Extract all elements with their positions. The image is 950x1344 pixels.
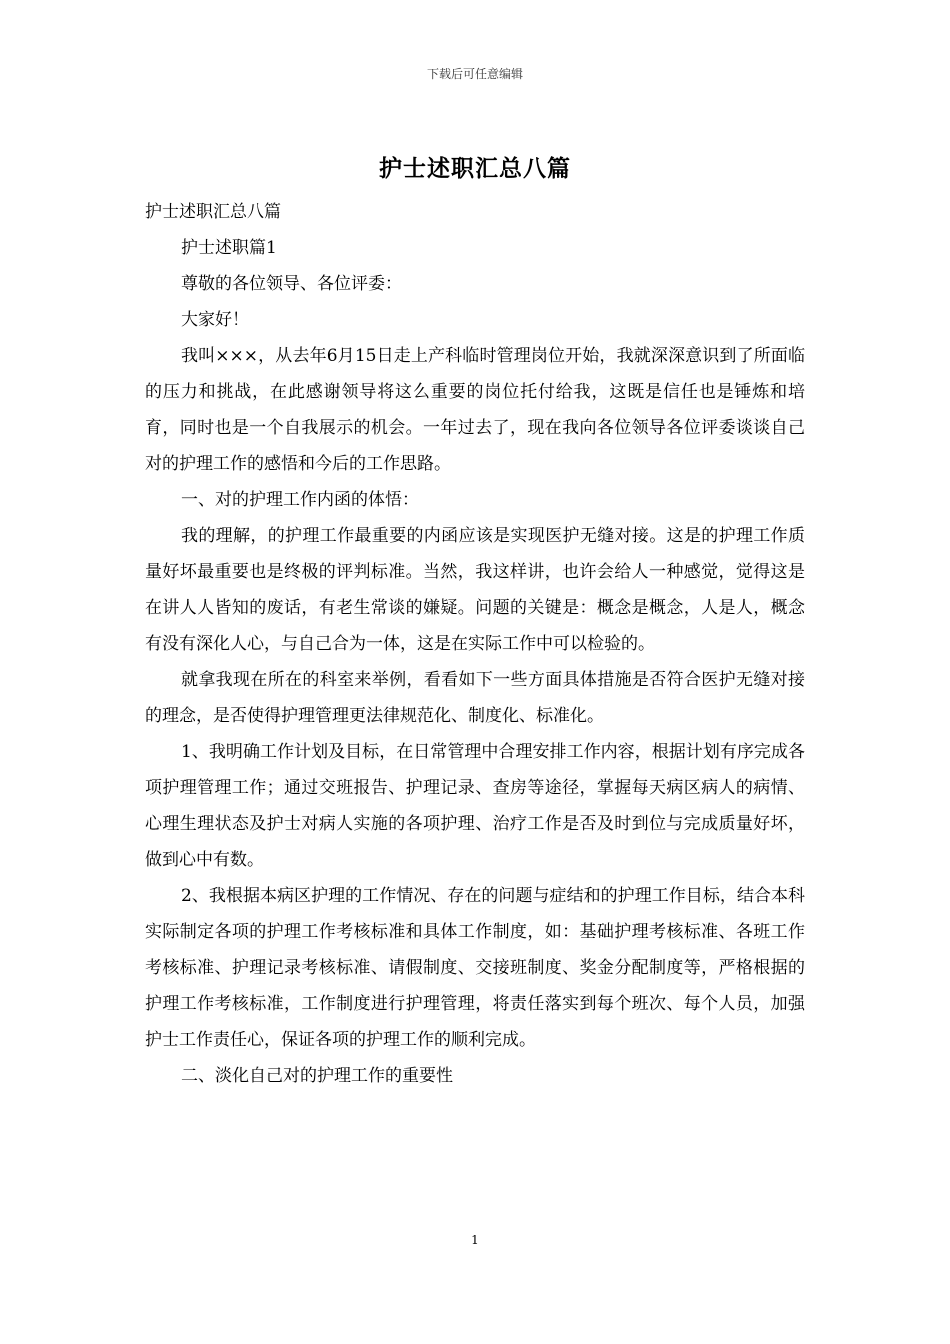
paragraph-collection-title: 护士述职汇总八篇	[145, 202, 281, 222]
paragraph-greeting: 大家好！	[181, 310, 249, 330]
paragraph-introduction: 我叫×××，从去年6月15日走上产科临时管理岗位开始，我就深深意识到了所面临的压力和挑战，在此感谢领导将这么重要的岗位托付给我，这既是信任也是锤炼和培育，同时也是一个自我展示的机会。一年过去了，现在我向各位领导各位评委谈谈自己对的护理工作的感悟和今后的工作思路。	[145, 346, 805, 474]
paragraph-section-heading: 护士述职篇1	[181, 238, 277, 258]
paragraph-heading-one: 一、对的护理工作内函的体悟：	[181, 490, 419, 510]
paragraph-understanding: 我的理解，的护理工作最重要的内函应该是实现医护无缝对接。这是的护理工作质量好坏最重要也是终极的评判标准。当然，我这样讲，也许会给人一种感觉，觉得这是在讲人人皆知的废话，有老生常谈的嫌疑。问题的关键是：概念是概念，人是人，概念有没有深化人心，与自己合为一体，这是在实际工作中可以检验的。	[145, 526, 805, 654]
paragraph-example: 就拿我现在所在的科室来举例，看看如下一些方面具体措施是否符合医护无缝对接的理念，是否使得护理管理更法律规范化、制度化、标准化。	[145, 670, 805, 726]
paragraph-item-two: 2、我根据本病区护理的工作情况、存在的问题与症结和的护理工作目标，结合本科实际制定各项的护理工作考核标准和具体工作制度，如：基础护理考核标准、各班工作考核标准、护理记录考核标准、请假制度、交接班制度、奖金分配制度等，严格根据的护理工作考核标准，工作制度进行护理管理，将责任落实到每个班次、每个人员，加强护士工作责任心，保证各项的护理工作的顺利完成。	[145, 886, 805, 1050]
page-number: 1	[471, 1233, 479, 1247]
paragraph-heading-two: 二、淡化自己对的护理工作的重要性	[181, 1066, 453, 1086]
paragraph-salutation: 尊敬的各位领导、各位评委：	[181, 274, 402, 294]
document-body	[145, 194, 805, 1094]
paragraph-item-one: 1、我明确工作计划及目标，在日常管理中合理安排工作内容，根据计划有序完成各项护理管理工作；通过交班报告、护理记录、查房等途径，掌握每天病区病人的病情、心理生理状态及护士对病人实施的各项护理、治疗工作是否及时到位与完成质量好坏，做到心中有数。	[145, 742, 805, 870]
page-header: 下载后可任意编辑	[426, 67, 523, 81]
document-title: 护士述职汇总八篇	[379, 155, 571, 182]
